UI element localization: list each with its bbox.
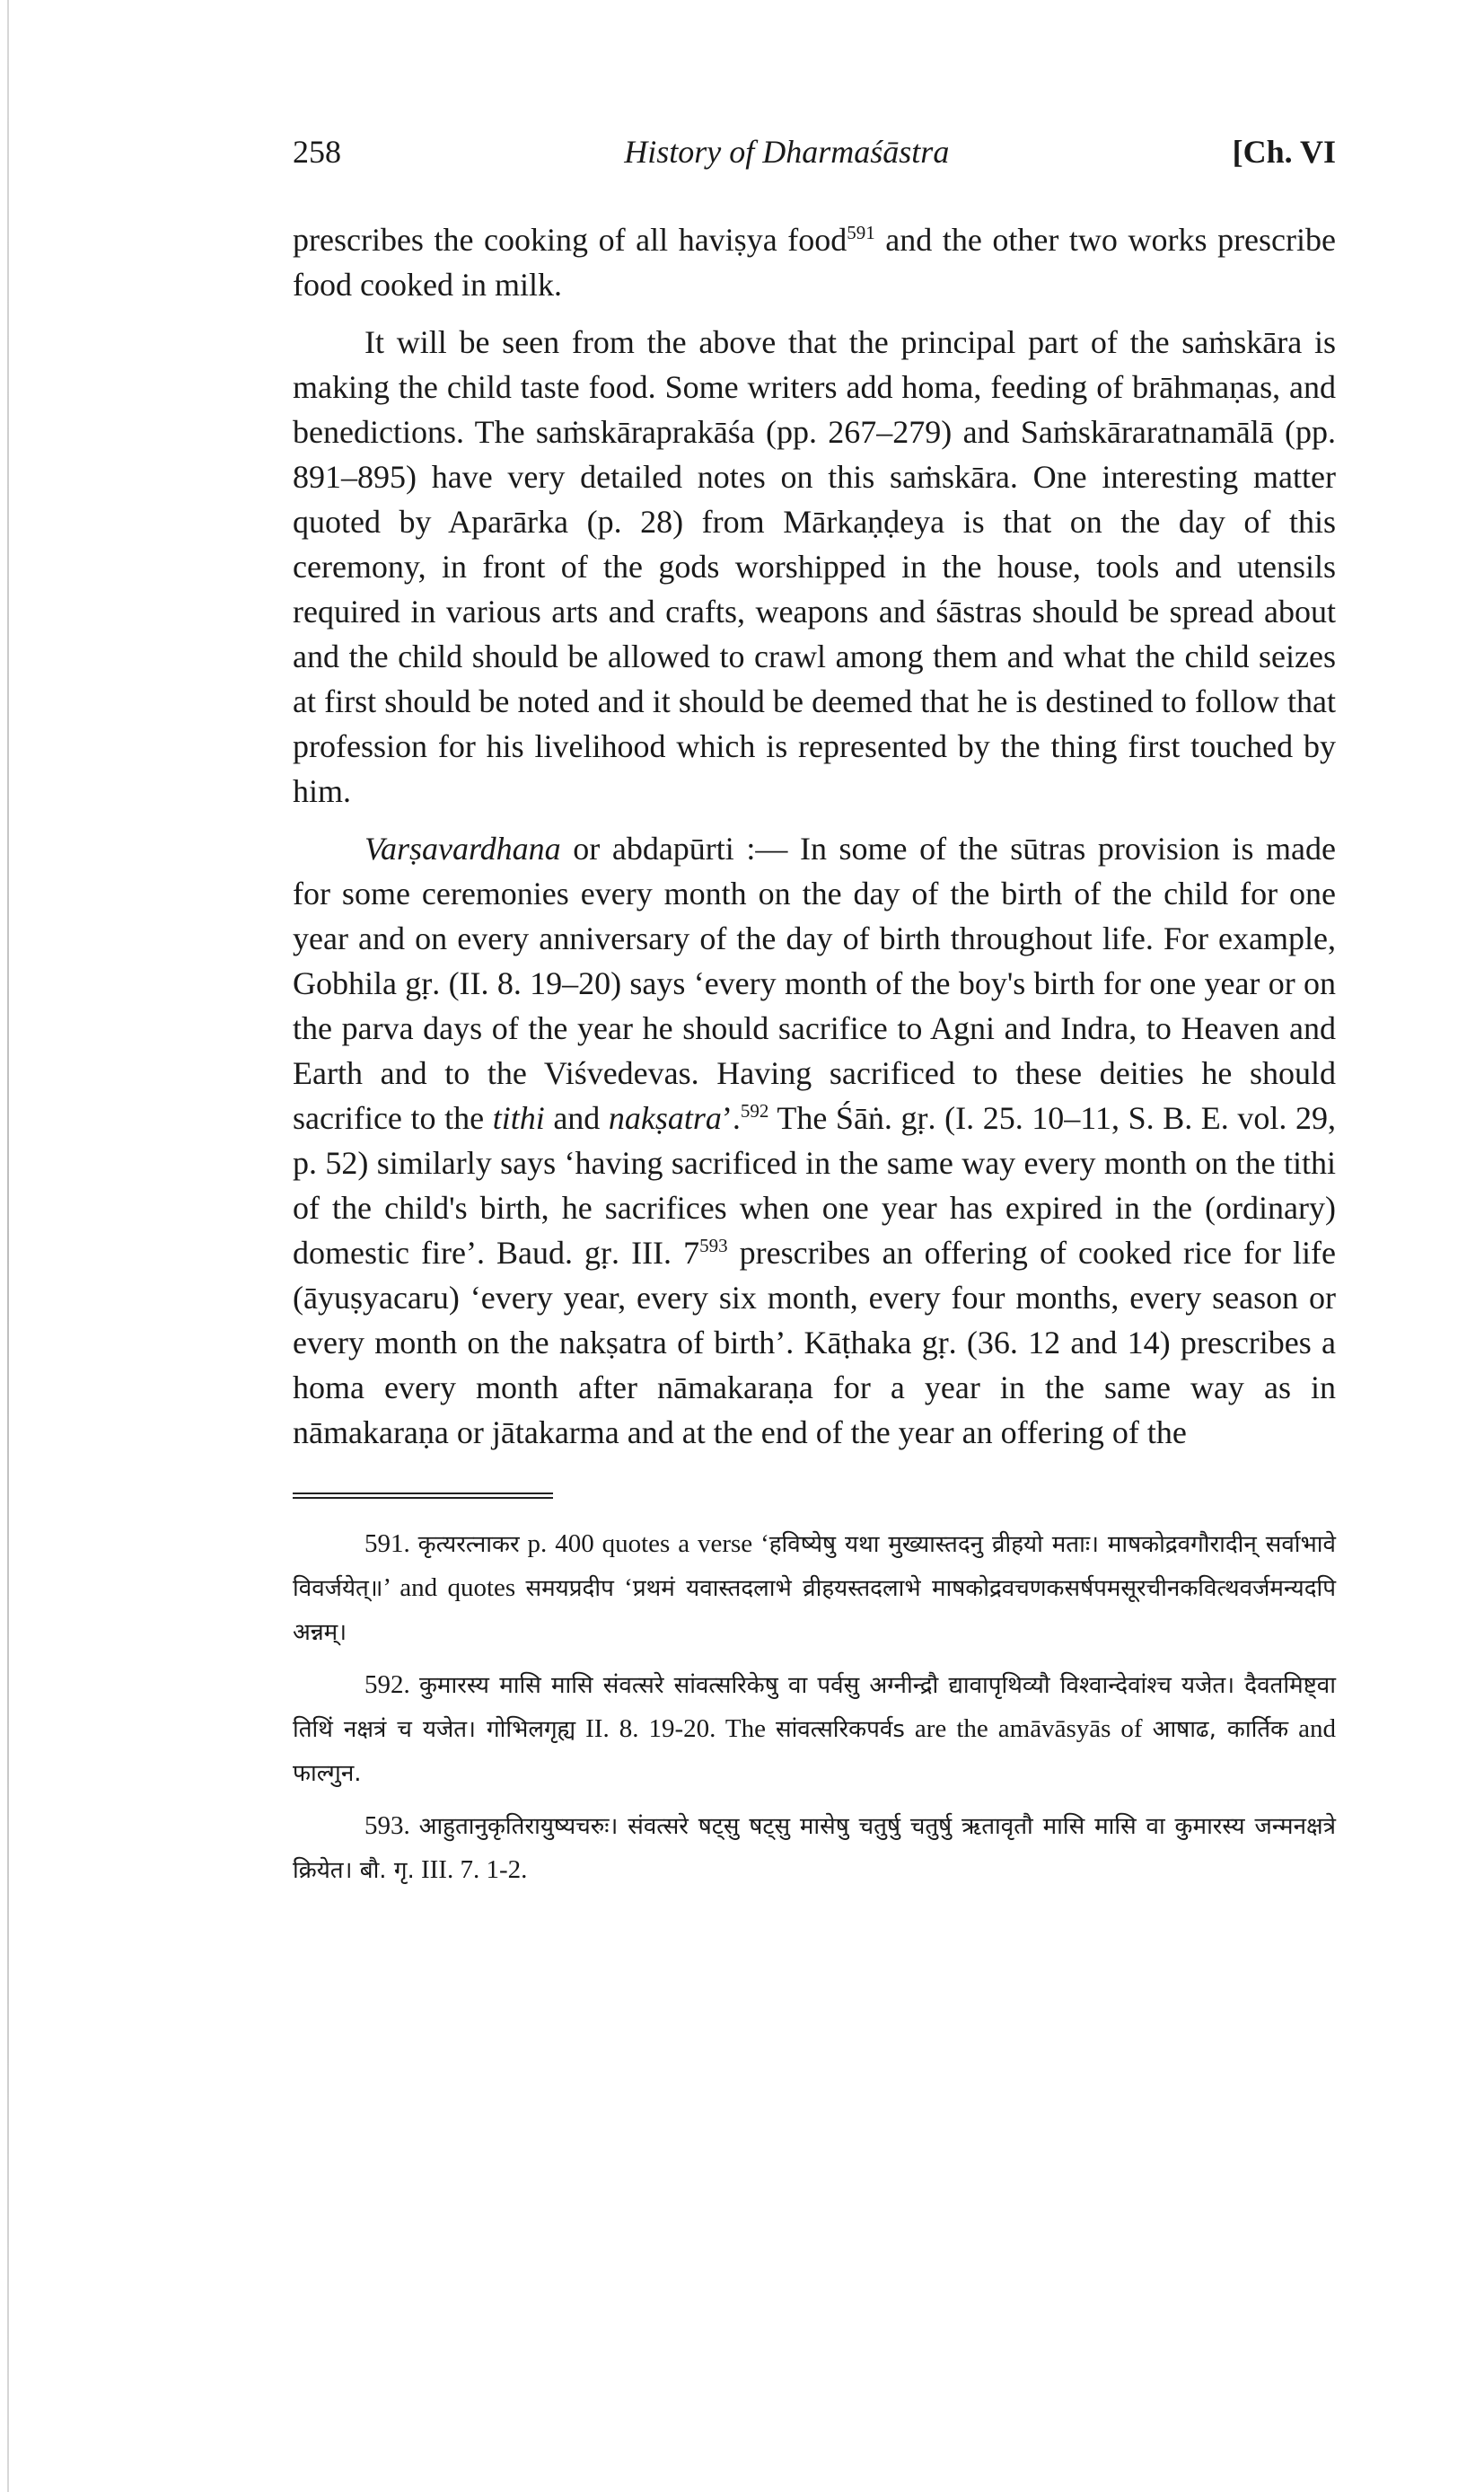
footnote-ref-591[interactable]: 591: [847, 222, 875, 243]
chapter-label: [Ch. VI: [1232, 134, 1336, 170]
term-varsavardhana: Varṣavardhana: [364, 831, 561, 867]
footnote-ref-593[interactable]: 593: [699, 1235, 728, 1256]
footnote-ref-592[interactable]: 592: [740, 1100, 769, 1122]
scan-edge-line: [7, 0, 9, 2492]
footnotes: [293, 1522, 1336, 1892]
footnote-separator: [293, 1493, 553, 1499]
paragraph-2: It will be seen from the above that the principal part of the saṁskāra is making the child taste food. Some writers add homa, feeding of brāhmaṇas, and benedictions. The saṁskāraprakāśa (pp. 267–279) and Saṁskāraratnamālā (pp. 891–895) have very detailed notes on this saṁskāra. One interesting matter quoted by Aparārka (p. 28) from Mārkaṇḍeya is that on the day of this ceremony, in front of the gods worshipped in the house, tools and utensils required in various arts and crafts, weapons and śāstras should be spread about and the child should be allowed to crawl among them and what the child seizes at first should be noted and it should be deemed that he is destined to follow that profession for his livelihood which is represented by the thing first touched by him.: [293, 324, 1336, 809]
running-header: [293, 133, 1336, 187]
footnote-593: 593. आहुतानुकृतिरायुष्यचरुः। संवत्सरे षट्सु षट्सु मासेषु चतुर्षु चतुर्षु ऋतावृतौ मासि मासि वा कुमारस्य जन्मनक्षत्रे क्रियेत। बौ. गृ. III. 7. 1-2.: [293, 1811, 1337, 1884]
footnote-592: 592. कुमारस्य मासि मासि संवत्सरे सांवत्सरिकेषु वा पर्वसु अग्नीन्द्रौ द्यावापृथिव्यौ विश्वान्देवांश्च यजेत। दैवतमिष्ट्वा तिथिं नक्षत्रं च यजेत। गोभिलगृह्य II. 8. 19-20. The सांवत्सरिकपर्वs are the amāvāsyās of आषाढ, कार्तिक and फाल्गुन.: [293, 1670, 1337, 1787]
footnote-591: 591. कृत्यरत्नाकर p. 400 quotes a verse ‘हविष्येषु यथा मुख्यास्तदनु व्रीहयो मताः। माषकोद्रवगौरादीन् सर्वाभावे विवर्जयेत्॥’ and quotes समयप्रदीप ‘प्रथमं यवास्तदलाभे व्रीहयस्तदलाभे माषकोद्रवचणकसर्षपमसूरचीनकवित्थवर्जमन्यदपि अन्नम्।: [293, 1529, 1336, 1646]
paragraph-1: prescribes the cooking of all haviṣya food$^{591}$ and the other two works prescribe food cooked in milk.: [293, 222, 1336, 303]
running-title: History of Dharmaśāstra: [624, 134, 950, 170]
paragraph-3: Varṣavardhana or abdapūrti :— In some of the sūtras provision is made for some ceremonies every month on the day of the birth of the child for one year and on every anniversary of the day of birth throughout life. For example, Gobhila gṛ. (II. 8. 19–20) says ‘every month of the boy's birth for one year or on the parva days of the year he should sacrifice to Agni and Indra, to Heaven and Earth and to the Viśvedevas. Having sacrificed to these deities he should sacrifice to the tithi and nakṣatra’.$^{592}$ The Śāṅ. gṛ. (I. 25. 10–11, S. B. E. vol. 29, p. 52) similarly says ‘having sacrificed in the same way every month on the tithi of the child's birth, he sacrifices when one year has expired in the (ordinary) domestic fire’. Baud. gṛ. III. $7^{593}$ prescribes an offering of cooked rice for life (āyuṣyacaru) ‘every year, every six month, every four months, every season or every month on the nakṣatra of birth’. Kāṭhaka gṛ. (36. 12 and 14) prescribes a homa every month after nāmakaraṇa for a year in the same way as in nāmakaraṇa or jātakarma and at the end of the year an offering of the: [293, 831, 1336, 1450]
book-page: [293, 133, 1336, 1901]
main-text: [293, 217, 1336, 1455]
page-number: 258: [293, 134, 341, 170]
